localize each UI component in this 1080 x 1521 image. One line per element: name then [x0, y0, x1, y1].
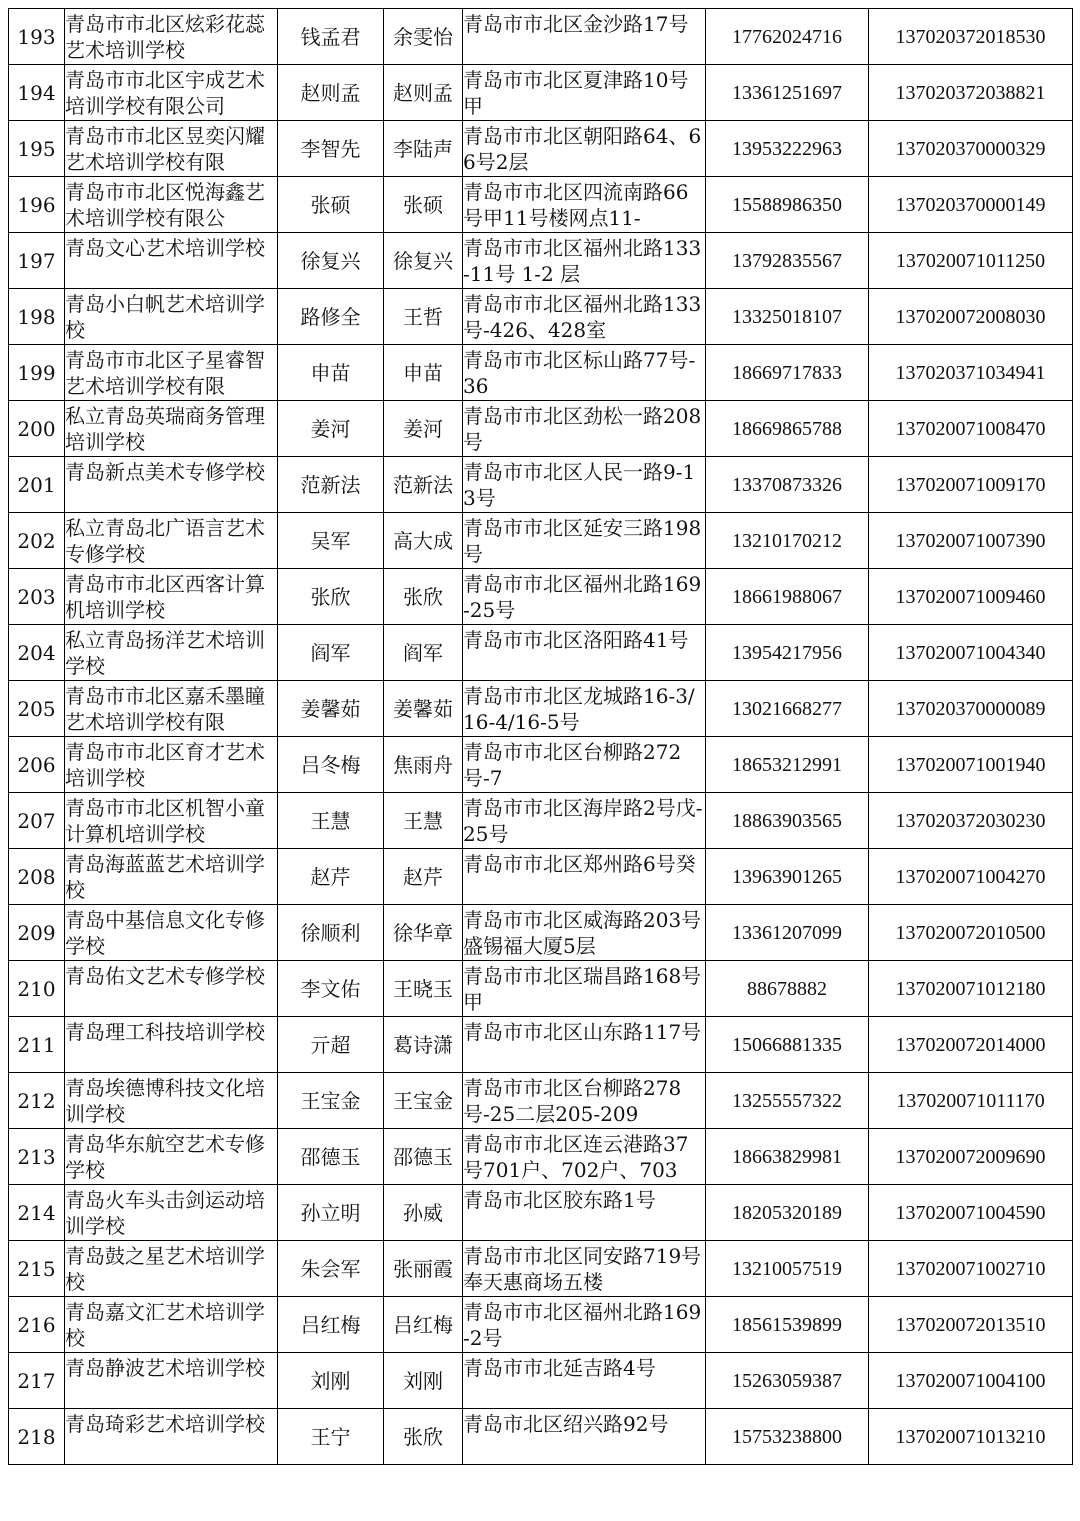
license-code-cell: 137020370000149 [869, 177, 1073, 233]
address-text: 青岛市市北区标山路77号-36 [463, 347, 696, 398]
license-code-cell: 137020071008470 [869, 401, 1073, 457]
table-row [9, 177, 1073, 233]
school-name-text: 私立青岛英瑞商务管理培训学校 [65, 403, 265, 454]
address-text: 青岛市市北区人民一路9-13号 [463, 459, 696, 510]
school-name-cell [65, 1017, 278, 1073]
school-name-cell [65, 1073, 278, 1129]
school-name-cell [65, 1353, 278, 1409]
phone-cell: 15588986350 [706, 177, 869, 233]
legal-rep-cell: 范新法 [278, 457, 384, 513]
school-name-text: 青岛静波艺术培训学校 [65, 1355, 265, 1380]
school-name-text: 青岛华东航空艺术专修学校 [65, 1131, 265, 1182]
phone-cell: 18669865788 [706, 401, 869, 457]
row-number-cell: 212 [9, 1073, 65, 1129]
license-code-cell: 137020072013510 [869, 1297, 1073, 1353]
address-text: 青岛市市北区福州北路169-25号 [463, 571, 702, 622]
school-name-text: 青岛火车头击剑运动培训学校 [65, 1187, 265, 1238]
table-row [9, 961, 1073, 1017]
license-code-cell: 137020371034941 [869, 345, 1073, 401]
principal-cell: 姜馨茹 [384, 681, 463, 737]
phone-cell: 13325018107 [706, 289, 869, 345]
principal-cell: 赵芹 [384, 849, 463, 905]
principal-cell: 王慧 [384, 793, 463, 849]
table-row [9, 289, 1073, 345]
table-row [9, 1409, 1073, 1465]
phone-cell: 88678882 [706, 961, 869, 1017]
address-cell [463, 905, 706, 961]
phone-cell: 15066881335 [706, 1017, 869, 1073]
principal-cell: 吕红梅 [384, 1297, 463, 1353]
phone-cell: 18653212991 [706, 737, 869, 793]
address-cell [463, 457, 706, 513]
license-code-cell: 137020071004270 [869, 849, 1073, 905]
license-code-cell: 137020372030230 [869, 793, 1073, 849]
address-text: 青岛市市北区台柳路278号-25二层205-209 [463, 1075, 682, 1126]
school-name-cell [65, 681, 278, 737]
license-code-cell: 137020072010500 [869, 905, 1073, 961]
legal-rep-cell: 王宝金 [278, 1073, 384, 1129]
table-row [9, 513, 1073, 569]
school-name-cell [65, 513, 278, 569]
school-name-cell [65, 121, 278, 177]
school-name-text: 青岛市市北区悦海鑫艺术培训学校有限公 [65, 179, 265, 230]
address-cell [463, 9, 706, 65]
phone-cell: 13210057519 [706, 1241, 869, 1297]
address-cell [463, 961, 706, 1017]
school-name-text: 青岛市市北区子星睿智艺术培训学校有限 [65, 347, 265, 398]
address-text: 青岛市市北区延安三路198号 [463, 515, 702, 566]
phone-cell: 18669717833 [706, 345, 869, 401]
school-name-cell [65, 1129, 278, 1185]
license-code-cell: 137020071009460 [869, 569, 1073, 625]
address-cell [463, 793, 706, 849]
address-cell [463, 849, 706, 905]
table-row [9, 737, 1073, 793]
license-code-cell: 137020071011170 [869, 1073, 1073, 1129]
phone-cell: 18863903565 [706, 793, 869, 849]
table-row [9, 569, 1073, 625]
address-text: 青岛市市北区海岸路2号戊-25号 [463, 795, 703, 846]
address-cell [463, 737, 706, 793]
row-number-cell: 205 [9, 681, 65, 737]
school-name-cell [65, 401, 278, 457]
school-name-cell [65, 737, 278, 793]
row-number-cell: 194 [9, 65, 65, 121]
address-cell [463, 1353, 706, 1409]
school-name-text: 青岛市市北区机智小童计算机培训学校 [65, 795, 265, 846]
school-name-cell [65, 1409, 278, 1465]
legal-rep-cell: 李智先 [278, 121, 384, 177]
school-name-cell [65, 905, 278, 961]
address-cell [463, 1297, 706, 1353]
school-name-cell [65, 1297, 278, 1353]
school-name-text: 青岛小白帆艺术培训学校 [65, 291, 265, 342]
legal-rep-cell: 张欣 [278, 569, 384, 625]
phone-cell: 17762024716 [706, 9, 869, 65]
row-number-cell: 208 [9, 849, 65, 905]
principal-cell: 焦雨舟 [384, 737, 463, 793]
phone-cell: 13361207099 [706, 905, 869, 961]
table-row [9, 65, 1073, 121]
school-name-cell [65, 1241, 278, 1297]
principal-cell: 孙威 [384, 1185, 463, 1241]
principal-cell: 张丽霞 [384, 1241, 463, 1297]
school-name-text: 私立青岛扬洋艺术培训学校 [65, 627, 265, 678]
legal-rep-cell: 路修全 [278, 289, 384, 345]
legal-rep-cell: 吴军 [278, 513, 384, 569]
phone-cell: 13361251697 [706, 65, 869, 121]
school-name-text: 青岛新点美术专修学校 [65, 459, 265, 484]
school-name-text: 青岛市市北区西客计算机培训学校 [65, 571, 265, 622]
address-cell [463, 401, 706, 457]
school-name-cell [65, 177, 278, 233]
row-number-cell: 216 [9, 1297, 65, 1353]
license-code-cell: 137020071011250 [869, 233, 1073, 289]
legal-rep-cell: 刘刚 [278, 1353, 384, 1409]
address-cell [463, 1185, 706, 1241]
license-code-cell: 137020071013210 [869, 1409, 1073, 1465]
legal-rep-cell: 钱孟君 [278, 9, 384, 65]
school-registry-table [8, 8, 1073, 1465]
address-text: 青岛市市北区郑州路6号癸 [463, 851, 696, 876]
phone-cell: 18561539899 [706, 1297, 869, 1353]
address-cell [463, 681, 706, 737]
principal-cell: 余雯怡 [384, 9, 463, 65]
legal-rep-cell: 赵则孟 [278, 65, 384, 121]
address-text: 青岛市市北区劲松一路208号 [463, 403, 702, 454]
address-cell [463, 1129, 706, 1185]
license-code-cell: 137020370000329 [869, 121, 1073, 177]
principal-cell: 张欣 [384, 569, 463, 625]
principal-cell: 王晓玉 [384, 961, 463, 1017]
school-name-text: 青岛琦彩艺术培训学校 [65, 1411, 265, 1436]
address-cell [463, 1241, 706, 1297]
school-name-text: 青岛鼓之星艺术培训学校 [65, 1243, 265, 1294]
legal-rep-cell: 徐顺利 [278, 905, 384, 961]
principal-cell: 范新法 [384, 457, 463, 513]
table-row [9, 849, 1073, 905]
principal-cell: 阎军 [384, 625, 463, 681]
license-code-cell: 137020372018530 [869, 9, 1073, 65]
table-row [9, 1073, 1073, 1129]
row-number-cell: 193 [9, 9, 65, 65]
address-text: 青岛市北区绍兴路92号 [463, 1411, 669, 1436]
address-cell [463, 625, 706, 681]
table-row [9, 1017, 1073, 1073]
principal-cell: 刘刚 [384, 1353, 463, 1409]
table-row [9, 9, 1073, 65]
row-number-cell: 198 [9, 289, 65, 345]
address-cell [463, 569, 706, 625]
table-row [9, 1297, 1073, 1353]
table-body [9, 9, 1073, 1465]
table-row [9, 121, 1073, 177]
table-row [9, 793, 1073, 849]
school-name-text: 青岛市市北区炫彩花蕊艺术培训学校 [65, 11, 265, 62]
table-row [9, 905, 1073, 961]
phone-cell: 13792835567 [706, 233, 869, 289]
legal-rep-cell: 赵芹 [278, 849, 384, 905]
principal-cell: 赵则孟 [384, 65, 463, 121]
table-row [9, 681, 1073, 737]
row-number-cell: 213 [9, 1129, 65, 1185]
school-name-text: 青岛市市北区昱奕闪耀艺术培训学校有限 [65, 123, 265, 174]
address-text: 青岛市市北区四流南路66号甲11号楼网点11- [463, 179, 689, 230]
row-number-cell: 195 [9, 121, 65, 177]
license-code-cell: 137020071001940 [869, 737, 1073, 793]
row-number-cell: 214 [9, 1185, 65, 1241]
school-name-cell [65, 1185, 278, 1241]
principal-cell: 张硕 [384, 177, 463, 233]
school-name-cell [65, 793, 278, 849]
table-row [9, 625, 1073, 681]
license-code-cell: 137020370000089 [869, 681, 1073, 737]
school-name-text: 青岛嘉文汇艺术培训学校 [65, 1299, 265, 1350]
phone-cell: 13953222963 [706, 121, 869, 177]
row-number-cell: 218 [9, 1409, 65, 1465]
principal-cell: 葛诗潇 [384, 1017, 463, 1073]
row-number-cell: 201 [9, 457, 65, 513]
license-code-cell: 137020071007390 [869, 513, 1073, 569]
row-number-cell: 196 [9, 177, 65, 233]
row-number-cell: 204 [9, 625, 65, 681]
table-row [9, 1185, 1073, 1241]
phone-cell: 13370873326 [706, 457, 869, 513]
school-name-cell [65, 9, 278, 65]
school-name-cell [65, 345, 278, 401]
principal-cell: 王宝金 [384, 1073, 463, 1129]
license-code-cell: 137020071004590 [869, 1185, 1073, 1241]
row-number-cell: 215 [9, 1241, 65, 1297]
address-cell [463, 1017, 706, 1073]
principal-cell: 申苗 [384, 345, 463, 401]
school-name-text: 青岛市市北区嘉禾墨瞳艺术培训学校有限 [65, 683, 265, 734]
address-cell [463, 233, 706, 289]
license-code-cell: 137020372038821 [869, 65, 1073, 121]
phone-cell: 13954217956 [706, 625, 869, 681]
address-text: 青岛市市北区瑞昌路168号甲 [463, 963, 702, 1014]
row-number-cell: 207 [9, 793, 65, 849]
school-name-cell [65, 233, 278, 289]
phone-cell: 13021668277 [706, 681, 869, 737]
license-code-cell: 137020072014000 [869, 1017, 1073, 1073]
address-cell [463, 345, 706, 401]
license-code-cell: 137020072008030 [869, 289, 1073, 345]
row-number-cell: 217 [9, 1353, 65, 1409]
table-row [9, 345, 1073, 401]
address-text: 青岛市市北区山东路117号 [463, 1019, 702, 1044]
legal-rep-cell: 申苗 [278, 345, 384, 401]
school-name-text: 青岛文心艺术培训学校 [65, 235, 265, 260]
school-name-text: 私立青岛北广语言艺术专修学校 [65, 515, 265, 566]
legal-rep-cell: 阎军 [278, 625, 384, 681]
address-text: 青岛市市北区朝阳路64、66号2层 [463, 123, 702, 174]
address-text: 青岛市市北区台柳路272号-7 [463, 739, 682, 790]
license-code-cell: 137020071009170 [869, 457, 1073, 513]
principal-cell: 高大成 [384, 513, 463, 569]
address-cell [463, 1073, 706, 1129]
legal-rep-cell: 徐复兴 [278, 233, 384, 289]
phone-cell: 18205320189 [706, 1185, 869, 1241]
school-name-text: 青岛理工科技培训学校 [65, 1019, 265, 1044]
school-name-cell [65, 849, 278, 905]
license-code-cell: 137020071004100 [869, 1353, 1073, 1409]
address-text: 青岛市市北区连云港路37号701户、702户、703 [463, 1131, 689, 1182]
phone-cell: 13210170212 [706, 513, 869, 569]
address-text: 青岛市市北区福州北路133号-426、428室 [463, 291, 702, 342]
row-number-cell: 209 [9, 905, 65, 961]
principal-cell: 徐华章 [384, 905, 463, 961]
school-name-text: 青岛海蓝蓝艺术培训学校 [65, 851, 265, 902]
school-name-cell [65, 457, 278, 513]
license-code-cell: 137020071002710 [869, 1241, 1073, 1297]
table-row [9, 233, 1073, 289]
phone-cell: 15753238800 [706, 1409, 869, 1465]
address-text: 青岛市市北区龙城路16-3/16-4/16-5号 [463, 683, 695, 734]
address-text: 青岛市市北区夏津路10号甲 [463, 67, 689, 118]
address-cell [463, 65, 706, 121]
row-number-cell: 202 [9, 513, 65, 569]
principal-cell: 李陆声 [384, 121, 463, 177]
legal-rep-cell: 亓超 [278, 1017, 384, 1073]
principal-cell: 姜河 [384, 401, 463, 457]
legal-rep-cell: 王慧 [278, 793, 384, 849]
school-name-text: 青岛埃德博科技文化培训学校 [65, 1075, 265, 1126]
address-text: 青岛市市北区福州北路133-11号 1-2 层 [463, 235, 702, 286]
phone-cell: 18663829981 [706, 1129, 869, 1185]
address-text: 青岛市市北区同安路719号奉天惠商场五楼 [463, 1243, 702, 1294]
school-name-cell [65, 625, 278, 681]
legal-rep-cell: 孙立明 [278, 1185, 384, 1241]
address-cell [463, 177, 706, 233]
phone-cell: 18661988067 [706, 569, 869, 625]
principal-cell: 张欣 [384, 1409, 463, 1465]
license-code-cell: 137020072009690 [869, 1129, 1073, 1185]
row-number-cell: 199 [9, 345, 65, 401]
address-cell [463, 289, 706, 345]
address-cell [463, 1409, 706, 1465]
principal-cell: 王哲 [384, 289, 463, 345]
principal-cell: 邵德玉 [384, 1129, 463, 1185]
license-code-cell: 137020071012180 [869, 961, 1073, 1017]
row-number-cell: 197 [9, 233, 65, 289]
table-row [9, 1129, 1073, 1185]
table-row [9, 1353, 1073, 1409]
address-text: 青岛市市北区威海路203号盛锡福大厦5层 [463, 907, 702, 958]
legal-rep-cell: 李文佑 [278, 961, 384, 1017]
row-number-cell: 210 [9, 961, 65, 1017]
legal-rep-cell: 王宁 [278, 1409, 384, 1465]
legal-rep-cell: 张硕 [278, 177, 384, 233]
row-number-cell: 211 [9, 1017, 65, 1073]
legal-rep-cell: 吕冬梅 [278, 737, 384, 793]
address-text: 青岛市市北区金沙路17号 [463, 11, 689, 36]
address-text: 青岛市市北区洛阳路41号 [463, 627, 689, 652]
school-name-cell [65, 289, 278, 345]
school-name-text: 青岛佑文艺术专修学校 [65, 963, 265, 988]
address-text: 青岛市市北延吉路4号 [463, 1355, 656, 1380]
school-name-cell [65, 961, 278, 1017]
phone-cell: 15263059387 [706, 1353, 869, 1409]
license-code-cell: 137020071004340 [869, 625, 1073, 681]
principal-cell: 徐复兴 [384, 233, 463, 289]
legal-rep-cell: 吕红梅 [278, 1297, 384, 1353]
school-name-text: 青岛中基信息文化专修学校 [65, 907, 265, 958]
address-text: 青岛市北区胶东路1号 [463, 1187, 656, 1212]
address-cell [463, 121, 706, 177]
table-row [9, 457, 1073, 513]
row-number-cell: 203 [9, 569, 65, 625]
school-name-cell [65, 65, 278, 121]
school-name-text: 青岛市市北区育才艺术培训学校 [65, 739, 265, 790]
school-name-text: 青岛市市北区宇成艺术培训学校有限公司 [65, 67, 265, 118]
address-cell [463, 513, 706, 569]
phone-cell: 13963901265 [706, 849, 869, 905]
legal-rep-cell: 姜河 [278, 401, 384, 457]
address-text: 青岛市市北区福州北路169-2号 [463, 1299, 702, 1350]
row-number-cell: 200 [9, 401, 65, 457]
school-name-cell [65, 569, 278, 625]
legal-rep-cell: 姜馨茹 [278, 681, 384, 737]
table-row [9, 401, 1073, 457]
phone-cell: 13255557322 [706, 1073, 869, 1129]
table-row [9, 1241, 1073, 1297]
row-number-cell: 206 [9, 737, 65, 793]
legal-rep-cell: 朱会军 [278, 1241, 384, 1297]
legal-rep-cell: 邵德玉 [278, 1129, 384, 1185]
